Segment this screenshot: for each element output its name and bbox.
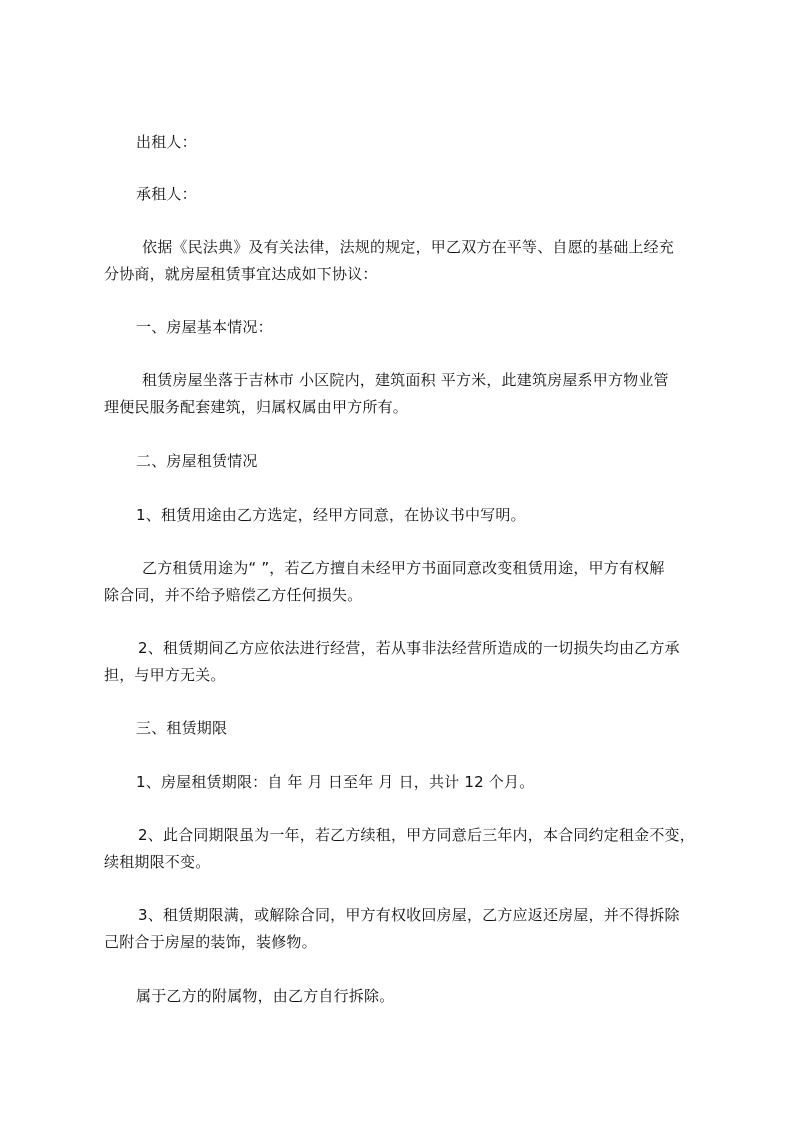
section-2-note-line-2: 除合同，并不给予赔偿乙方任何损失。 (104, 586, 363, 604)
lessor-label: 出租人： (136, 133, 197, 151)
section-3-item-3-line-2: 己附合于房屋的装饰，装修物。 (104, 933, 317, 951)
section-3-item-1: 1、房屋租赁期限：自 年 月 日至年 月 日，共计 12 个月。 (136, 773, 535, 791)
section-1-para-line-2: 理便民服务配套建筑，归属权属由甲方所有。 (104, 398, 409, 416)
section-3-heading: 三、租赁期限 (136, 719, 228, 737)
section-2-heading: 二、房屋租赁情况 (136, 452, 258, 470)
section-3-item-2-line-1: 2、此合同期限虽为一年，若乙方续租，甲方同意后三年内，本合同约定租金不变， (138, 826, 695, 844)
section-1-heading: 一、房屋基本情况： (136, 318, 273, 336)
section-3-note: 属于乙方的附属物，由乙方自行拆除。 (136, 987, 395, 1005)
section-1-para-line-1: 租赁房屋坐落于吉林市 小区院内，建筑面积 平方米，此建筑房屋系甲方物业管 (142, 371, 669, 389)
section-2-item-2-line-1: 2、租赁期间乙方应依法进行经营，若从事非法经营所造成的一切损失均由乙方承 (138, 639, 680, 657)
section-3-item-2-line-2: 续租期限不变。 (104, 853, 211, 871)
section-2-note-line-1: 乙方租赁用途为“ ”，若乙方擅自未经甲方书面同意改变租赁用途，甲方有权解 (142, 559, 665, 577)
intro-line-1: 依据《民法典》及有关法律，法规的规定，甲乙双方在平等、自愿的基础上经充 (142, 238, 675, 256)
section-2-item-1: 1、租赁用途由乙方选定，经甲方同意，在协议书中写明。 (136, 506, 526, 524)
lessee-label: 承租人： (136, 185, 197, 203)
intro-line-2: 分协商，就房屋租赁事宜达成如下协议： (104, 265, 378, 283)
section-3-item-3-line-1: 3、租赁期限满，或解除合同，甲方有权收回房屋，乙方应返还房屋，并不得拆除 (138, 906, 680, 924)
section-2-item-2-line-2: 担，与甲方无关。 (104, 666, 226, 684)
